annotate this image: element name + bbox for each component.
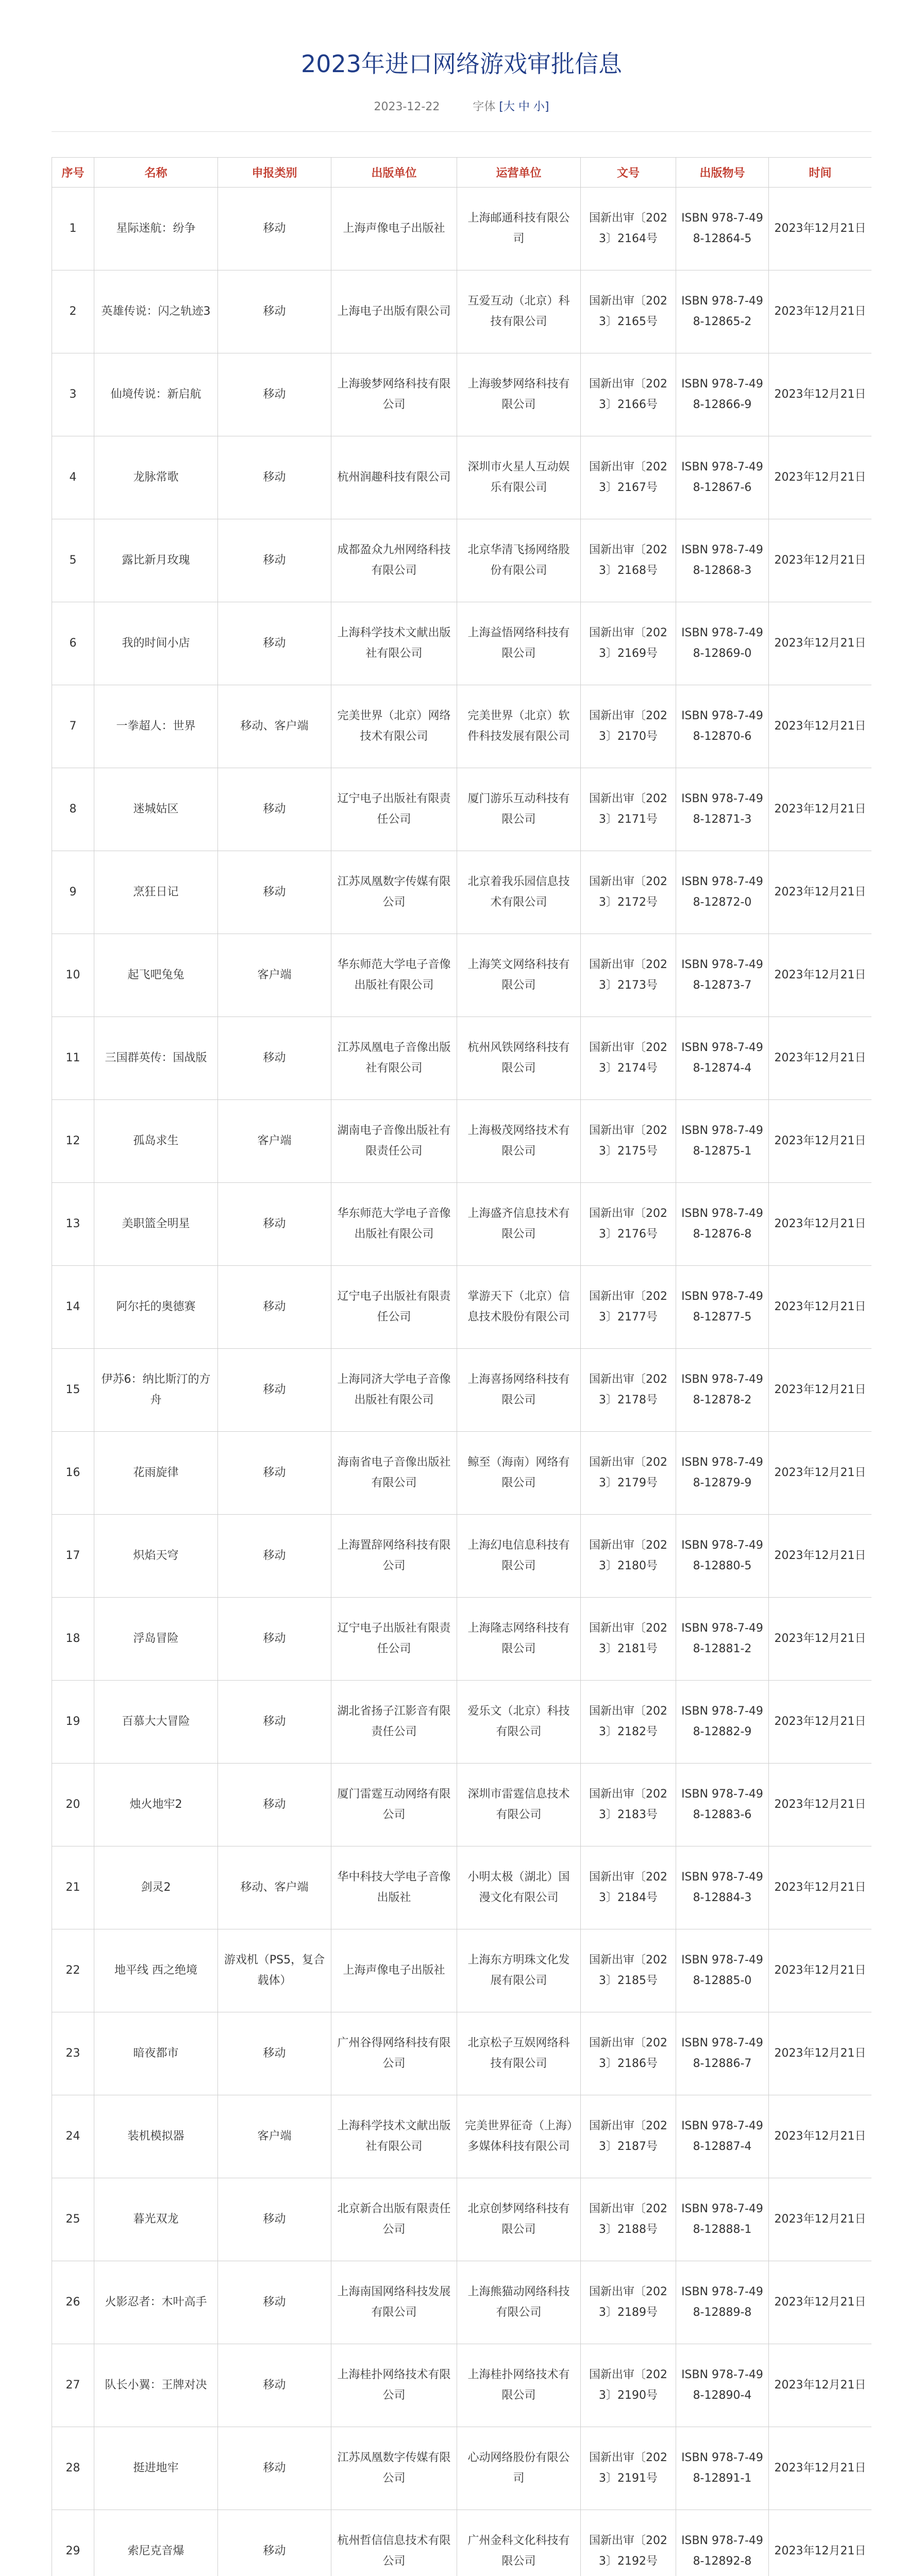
cell-approval-number: 国新出审〔2023〕2164号 <box>581 188 676 270</box>
cell-isbn: ISBN 978-7-498-12882-9 <box>676 1681 769 1764</box>
cell-category: 移动 <box>218 353 331 436</box>
cell-operator: 上海喜扬网络科技有限公司 <box>457 1349 581 1432</box>
cell-operator: 完美世界征奇（上海）多媒体科技有限公司 <box>457 2095 581 2178</box>
cell-row-number: 11 <box>52 1017 94 1100</box>
cell-isbn: ISBN 978-7-498-12875-1 <box>676 1100 769 1183</box>
cell-category: 移动、客户端 <box>218 1846 331 1929</box>
cell-row-number: 10 <box>52 934 94 1017</box>
cell-approval-date: 2023年12月21日 <box>769 1432 872 1515</box>
cell-publisher: 上海科学技术文献出版社有限公司 <box>331 602 457 685</box>
cell-publisher: 杭州哲信信息技术有限公司 <box>331 2510 457 2576</box>
cell-operator: 北京着我乐园信息技术有限公司 <box>457 851 581 934</box>
cell-approval-date: 2023年12月21日 <box>769 1515 872 1598</box>
cell-category: 移动 <box>218 1017 331 1100</box>
table-row <box>52 1846 872 1929</box>
font-size-switcher[interactable]: [大 中 小] <box>499 100 549 113</box>
cell-approval-date: 2023年12月21日 <box>769 270 872 353</box>
approval-table-container <box>52 157 871 2576</box>
cell-row-number: 1 <box>52 188 94 270</box>
cell-row-number: 15 <box>52 1349 94 1432</box>
table-row <box>52 1017 872 1100</box>
table-row <box>52 851 872 934</box>
cell-row-number: 13 <box>52 1183 94 1266</box>
cell-isbn: ISBN 978-7-498-12874-4 <box>676 1017 769 1100</box>
cell-isbn: ISBN 978-7-498-12879-9 <box>676 1432 769 1515</box>
cell-row-number: 27 <box>52 2344 94 2427</box>
cell-approval-date: 2023年12月21日 <box>769 1266 872 1349</box>
cell-category: 移动 <box>218 851 331 934</box>
cell-isbn: ISBN 978-7-498-12878-2 <box>676 1349 769 1432</box>
cell-isbn: ISBN 978-7-498-12872-0 <box>676 851 769 934</box>
cell-game-name: 暗夜都市 <box>94 2012 218 2095</box>
cell-game-name: 起飞吧兔兔 <box>94 934 218 1017</box>
cell-category: 客户端 <box>218 934 331 1017</box>
table-row <box>52 2427 872 2510</box>
table-row <box>52 1929 872 2012</box>
table-row <box>52 1266 872 1349</box>
cell-game-name: 伊苏6：纳比斯汀的方舟 <box>94 1349 218 1432</box>
cell-operator: 厦门游乐互动科技有限公司 <box>457 768 581 851</box>
cell-operator: 上海幻电信息科技有限公司 <box>457 1515 581 1598</box>
cell-approval-date: 2023年12月21日 <box>769 353 872 436</box>
cell-row-number: 22 <box>52 1929 94 2012</box>
cell-row-number: 29 <box>52 2510 94 2576</box>
cell-approval-number: 国新出审〔2023〕2185号 <box>581 1929 676 2012</box>
cell-game-name: 三国群英传：国战版 <box>94 1017 218 1100</box>
cell-publisher: 华东师范大学电子音像出版社有限公司 <box>331 934 457 1017</box>
cell-publisher: 上海声像电子出版社 <box>331 1929 457 2012</box>
cell-publisher: 广州谷得网络科技有限公司 <box>331 2012 457 2095</box>
cell-approval-number: 国新出审〔2023〕2172号 <box>581 851 676 934</box>
cell-publisher: 辽宁电子出版社有限责任公司 <box>331 1266 457 1349</box>
cell-category: 移动 <box>218 2427 331 2510</box>
cell-approval-number: 国新出审〔2023〕2175号 <box>581 1100 676 1183</box>
cell-approval-date: 2023年12月21日 <box>769 851 872 934</box>
cell-category: 移动 <box>218 1266 331 1349</box>
cell-category: 移动、客户端 <box>218 685 331 768</box>
header-divider <box>52 131 871 132</box>
cell-approval-number: 国新出审〔2023〕2191号 <box>581 2427 676 2510</box>
cell-approval-date: 2023年12月21日 <box>769 1929 872 2012</box>
cell-operator: 上海熊猫动网络科技有限公司 <box>457 2261 581 2344</box>
cell-row-number: 8 <box>52 768 94 851</box>
cell-game-name: 我的时间小店 <box>94 602 218 685</box>
cell-game-name: 烛火地牢2 <box>94 1764 218 1846</box>
cell-game-name: 花雨旋律 <box>94 1432 218 1515</box>
cell-publisher: 上海电子出版有限公司 <box>331 270 457 353</box>
cell-approval-number: 国新出审〔2023〕2168号 <box>581 519 676 602</box>
cell-publisher: 湖北省扬子江影音有限责任公司 <box>331 1681 457 1764</box>
table-row <box>52 1183 872 1266</box>
cell-approval-date: 2023年12月21日 <box>769 2095 872 2178</box>
cell-operator: 杭州风铁网络科技有限公司 <box>457 1017 581 1100</box>
cell-approval-date: 2023年12月21日 <box>769 2178 872 2261</box>
cell-approval-number: 国新出审〔2023〕2192号 <box>581 2510 676 2576</box>
cell-approval-number: 国新出审〔2023〕2176号 <box>581 1183 676 1266</box>
cell-game-name: 地平线 西之绝境 <box>94 1929 218 2012</box>
cell-game-name: 美职篮全明星 <box>94 1183 218 1266</box>
table-row <box>52 2095 872 2178</box>
cell-isbn: ISBN 978-7-498-12881-2 <box>676 1598 769 1681</box>
font-size-label: 字体 <box>473 100 496 113</box>
cell-operator: 心动网络股份有限公司 <box>457 2427 581 2510</box>
cell-category: 移动 <box>218 1349 331 1432</box>
cell-category: 移动 <box>218 768 331 851</box>
cell-game-name: 露比新月玫瑰 <box>94 519 218 602</box>
cell-publisher: 上海同济大学电子音像出版社有限公司 <box>331 1349 457 1432</box>
cell-publisher: 上海科学技术文献出版社有限公司 <box>331 2095 457 2178</box>
cell-game-name: 炽焰天穹 <box>94 1515 218 1598</box>
cell-publisher: 辽宁电子出版社有限责任公司 <box>331 1598 457 1681</box>
table-row <box>52 2261 872 2344</box>
cell-isbn: ISBN 978-7-498-12867-6 <box>676 436 769 519</box>
cell-row-number: 7 <box>52 685 94 768</box>
approval-table <box>52 157 871 2576</box>
cell-category: 移动 <box>218 2261 331 2344</box>
cell-approval-date: 2023年12月21日 <box>769 2510 872 2576</box>
table-row <box>52 188 872 270</box>
cell-row-number: 21 <box>52 1846 94 1929</box>
cell-operator: 上海邮通科技有限公司 <box>457 188 581 270</box>
cell-isbn: ISBN 978-7-498-12864-5 <box>676 188 769 270</box>
cell-approval-number: 国新出审〔2023〕2180号 <box>581 1515 676 1598</box>
cell-operator: 上海东方明珠文化发展有限公司 <box>457 1929 581 2012</box>
cell-row-number: 16 <box>52 1432 94 1515</box>
table-row <box>52 2012 872 2095</box>
cell-game-name: 暮光双龙 <box>94 2178 218 2261</box>
cell-publisher: 江苏凤凰数字传媒有限公司 <box>331 851 457 934</box>
cell-operator: 上海笑文网络科技有限公司 <box>457 934 581 1017</box>
cell-operator: 广州金科文化科技有限公司 <box>457 2510 581 2576</box>
table-row <box>52 1515 872 1598</box>
cell-game-name: 索尼克音爆 <box>94 2510 218 2576</box>
cell-category: 移动 <box>218 1764 331 1846</box>
cell-approval-number: 国新出审〔2023〕2189号 <box>581 2261 676 2344</box>
cell-isbn: ISBN 978-7-498-12886-7 <box>676 2012 769 2095</box>
cell-publisher: 辽宁电子出版社有限责任公司 <box>331 768 457 851</box>
cell-category: 游戏机（PS5，复合载体） <box>218 1929 331 2012</box>
cell-isbn: ISBN 978-7-498-12865-2 <box>676 270 769 353</box>
cell-isbn: ISBN 978-7-498-12877-5 <box>676 1266 769 1349</box>
cell-approval-number: 国新出审〔2023〕2174号 <box>581 1017 676 1100</box>
table-body <box>52 188 872 2576</box>
cell-category: 移动 <box>218 519 331 602</box>
cell-approval-date: 2023年12月21日 <box>769 2427 872 2510</box>
cell-approval-date: 2023年12月21日 <box>769 2344 872 2427</box>
table-row <box>52 934 872 1017</box>
cell-approval-number: 国新出审〔2023〕2190号 <box>581 2344 676 2427</box>
cell-row-number: 23 <box>52 2012 94 2095</box>
cell-operator: 上海益悟网络科技有限公司 <box>457 602 581 685</box>
cell-publisher: 北京新合出版有限责任公司 <box>331 2178 457 2261</box>
cell-category: 移动 <box>218 2510 331 2576</box>
cell-approval-number: 国新出审〔2023〕2169号 <box>581 602 676 685</box>
cell-category: 移动 <box>218 2012 331 2095</box>
cell-row-number: 9 <box>52 851 94 934</box>
table-row <box>52 768 872 851</box>
cell-approval-date: 2023年12月21日 <box>769 1183 872 1266</box>
column-header-approval-number: 文号 <box>581 158 676 188</box>
cell-publisher: 湖南电子音像出版社有限责任公司 <box>331 1100 457 1183</box>
cell-row-number: 3 <box>52 353 94 436</box>
table-row <box>52 436 872 519</box>
cell-game-name: 孤岛求生 <box>94 1100 218 1183</box>
cell-isbn: ISBN 978-7-498-12870-6 <box>676 685 769 768</box>
cell-category: 客户端 <box>218 1100 331 1183</box>
cell-approval-number: 国新出审〔2023〕2177号 <box>581 1266 676 1349</box>
cell-isbn: ISBN 978-7-498-12884-3 <box>676 1846 769 1929</box>
cell-operator: 上海隆志网络科技有限公司 <box>457 1598 581 1681</box>
cell-row-number: 6 <box>52 602 94 685</box>
cell-approval-date: 2023年12月21日 <box>769 1598 872 1681</box>
cell-publisher: 上海声像电子出版社 <box>331 188 457 270</box>
table-header-row <box>52 158 872 188</box>
table-row <box>52 602 872 685</box>
cell-row-number: 19 <box>52 1681 94 1764</box>
cell-category: 客户端 <box>218 2095 331 2178</box>
cell-operator: 掌游天下（北京）信息技术股份有限公司 <box>457 1266 581 1349</box>
cell-publisher: 上海骏梦网络科技有限公司 <box>331 353 457 436</box>
cell-operator: 上海桂扑网络技术有限公司 <box>457 2344 581 2427</box>
table-row <box>52 2178 872 2261</box>
table-row <box>52 519 872 602</box>
cell-publisher: 江苏凤凰数字传媒有限公司 <box>331 2427 457 2510</box>
cell-approval-date: 2023年12月21日 <box>769 1349 872 1432</box>
cell-operator: 深圳市火星人互动娱乐有限公司 <box>457 436 581 519</box>
cell-publisher: 成都盈众九州网络科技有限公司 <box>331 519 457 602</box>
cell-row-number: 24 <box>52 2095 94 2178</box>
cell-publisher: 上海桂扑网络技术有限公司 <box>331 2344 457 2427</box>
cell-game-name: 挺进地牢 <box>94 2427 218 2510</box>
cell-row-number: 14 <box>52 1266 94 1349</box>
table-row <box>52 1598 872 1681</box>
cell-category: 移动 <box>218 1432 331 1515</box>
cell-approval-date: 2023年12月21日 <box>769 436 872 519</box>
cell-approval-number: 国新出审〔2023〕2183号 <box>581 1764 676 1846</box>
table-row <box>52 1764 872 1846</box>
cell-approval-number: 国新出审〔2023〕2178号 <box>581 1349 676 1432</box>
cell-isbn: ISBN 978-7-498-12885-0 <box>676 1929 769 2012</box>
cell-category: 移动 <box>218 1515 331 1598</box>
cell-row-number: 5 <box>52 519 94 602</box>
cell-row-number: 26 <box>52 2261 94 2344</box>
table-row <box>52 685 872 768</box>
cell-approval-number: 国新出审〔2023〕2186号 <box>581 2012 676 2095</box>
cell-game-name: 火影忍者：木叶高手 <box>94 2261 218 2344</box>
cell-operator: 北京松子互娱网络科技有限公司 <box>457 2012 581 2095</box>
cell-game-name: 龙脉常歌 <box>94 436 218 519</box>
cell-category: 移动 <box>218 1183 331 1266</box>
column-header-publisher: 出版单位 <box>331 158 457 188</box>
table-row <box>52 2344 872 2427</box>
page-title: 2023年进口网络游戏审批信息 <box>300 50 623 78</box>
cell-approval-date: 2023年12月21日 <box>769 519 872 602</box>
cell-row-number: 17 <box>52 1515 94 1598</box>
cell-category: 移动 <box>218 188 331 270</box>
cell-category: 移动 <box>218 2178 331 2261</box>
publish-date: 2023-12-22 <box>374 100 440 113</box>
cell-isbn: ISBN 978-7-498-12876-8 <box>676 1183 769 1266</box>
cell-game-name: 装机模拟器 <box>94 2095 218 2178</box>
cell-category: 移动 <box>218 1681 331 1764</box>
cell-operator: 鲸至（海南）网络有限公司 <box>457 1432 581 1515</box>
table-row <box>52 1349 872 1432</box>
cell-row-number: 18 <box>52 1598 94 1681</box>
column-header-game-name: 名称 <box>94 158 218 188</box>
cell-approval-number: 国新出审〔2023〕2184号 <box>581 1846 676 1929</box>
cell-approval-date: 2023年12月21日 <box>769 2261 872 2344</box>
cell-game-name: 队长小翼：王牌对决 <box>94 2344 218 2427</box>
cell-publisher: 华东师范大学电子音像出版社有限公司 <box>331 1183 457 1266</box>
cell-approval-number: 国新出审〔2023〕2182号 <box>581 1681 676 1764</box>
cell-game-name: 迷城姑区 <box>94 768 218 851</box>
cell-operator: 上海盛齐信息技术有限公司 <box>457 1183 581 1266</box>
cell-approval-number: 国新出审〔2023〕2171号 <box>581 768 676 851</box>
cell-isbn: ISBN 978-7-498-12871-3 <box>676 768 769 851</box>
cell-game-name: 百慕大大冒险 <box>94 1681 218 1764</box>
cell-game-name: 烹狂日记 <box>94 851 218 934</box>
cell-approval-date: 2023年12月21日 <box>769 1681 872 1764</box>
cell-operator: 互爱互动（北京）科技有限公司 <box>457 270 581 353</box>
cell-operator: 小明太极（湖北）国漫文化有限公司 <box>457 1846 581 1929</box>
column-header-isbn: 出版物号 <box>676 158 769 188</box>
cell-operator: 上海极茂网络技术有限公司 <box>457 1100 581 1183</box>
column-header-category: 申报类别 <box>218 158 331 188</box>
cell-approval-date: 2023年12月21日 <box>769 685 872 768</box>
cell-game-name: 剑灵2 <box>94 1846 218 1929</box>
cell-publisher: 海南省电子音像出版社有限公司 <box>331 1432 457 1515</box>
cell-publisher: 厦门雷霆互动网络有限公司 <box>331 1764 457 1846</box>
cell-game-name: 仙境传说：新启航 <box>94 353 218 436</box>
cell-approval-number: 国新出审〔2023〕2170号 <box>581 685 676 768</box>
cell-row-number: 25 <box>52 2178 94 2261</box>
cell-category: 移动 <box>218 1598 331 1681</box>
cell-isbn: ISBN 978-7-498-12888-1 <box>676 2178 769 2261</box>
table-row <box>52 1100 872 1183</box>
cell-category: 移动 <box>218 436 331 519</box>
column-header-row-number: 序号 <box>52 158 94 188</box>
cell-row-number: 4 <box>52 436 94 519</box>
cell-game-name: 星际迷航：纷争 <box>94 188 218 270</box>
cell-isbn: ISBN 978-7-498-12889-8 <box>676 2261 769 2344</box>
cell-category: 移动 <box>218 2344 331 2427</box>
cell-approval-number: 国新出审〔2023〕2165号 <box>581 270 676 353</box>
cell-isbn: ISBN 978-7-498-12873-7 <box>676 934 769 1017</box>
cell-game-name: 阿尔托的奥德赛 <box>94 1266 218 1349</box>
cell-approval-date: 2023年12月21日 <box>769 1764 872 1846</box>
cell-row-number: 28 <box>52 2427 94 2510</box>
cell-operator: 上海骏梦网络科技有限公司 <box>457 353 581 436</box>
column-header-approval-date: 时间 <box>769 158 872 188</box>
cell-operator: 北京华清飞扬网络股份有限公司 <box>457 519 581 602</box>
cell-approval-number: 国新出审〔2023〕2187号 <box>581 2095 676 2178</box>
table-row <box>52 270 872 353</box>
cell-approval-number: 国新出审〔2023〕2188号 <box>581 2178 676 2261</box>
cell-isbn: ISBN 978-7-498-12883-6 <box>676 1764 769 1846</box>
table-row <box>52 1432 872 1515</box>
table-row <box>52 2510 872 2576</box>
column-header-operator: 运营单位 <box>457 158 581 188</box>
cell-row-number: 20 <box>52 1764 94 1846</box>
cell-approval-number: 国新出审〔2023〕2181号 <box>581 1598 676 1681</box>
cell-publisher: 上海置辞网络科技有限公司 <box>331 1515 457 1598</box>
table-row <box>52 353 872 436</box>
cell-category: 移动 <box>218 270 331 353</box>
cell-game-name: 一拳超人：世界 <box>94 685 218 768</box>
cell-approval-number: 国新出审〔2023〕2173号 <box>581 934 676 1017</box>
cell-approval-date: 2023年12月21日 <box>769 602 872 685</box>
cell-publisher: 华中科技大学电子音像出版社 <box>331 1846 457 1929</box>
cell-row-number: 2 <box>52 270 94 353</box>
cell-publisher: 上海南国网络科技发展有限公司 <box>331 2261 457 2344</box>
cell-approval-date: 2023年12月21日 <box>769 2012 872 2095</box>
article-meta <box>0 98 923 114</box>
cell-isbn: ISBN 978-7-498-12880-5 <box>676 1515 769 1598</box>
cell-isbn: ISBN 978-7-498-12890-4 <box>676 2344 769 2427</box>
cell-approval-number: 国新出审〔2023〕2179号 <box>581 1432 676 1515</box>
cell-operator: 深圳市雷霆信息技术有限公司 <box>457 1764 581 1846</box>
cell-publisher: 杭州润趣科技有限公司 <box>331 436 457 519</box>
cell-approval-number: 国新出审〔2023〕2166号 <box>581 353 676 436</box>
cell-publisher: 完美世界（北京）网络技术有限公司 <box>331 685 457 768</box>
cell-operator: 完美世界（北京）软件科技发展有限公司 <box>457 685 581 768</box>
cell-game-name: 浮岛冒险 <box>94 1598 218 1681</box>
cell-operator: 北京创梦网络科技有限公司 <box>457 2178 581 2261</box>
cell-operator: 爱乐文（北京）科技有限公司 <box>457 1681 581 1764</box>
cell-isbn: ISBN 978-7-498-12869-0 <box>676 602 769 685</box>
cell-publisher: 江苏凤凰电子音像出版社有限公司 <box>331 1017 457 1100</box>
cell-approval-date: 2023年12月21日 <box>769 1017 872 1100</box>
cell-isbn: ISBN 978-7-498-12868-3 <box>676 519 769 602</box>
cell-isbn: ISBN 978-7-498-12892-8 <box>676 2510 769 2576</box>
cell-row-number: 12 <box>52 1100 94 1183</box>
cell-isbn: ISBN 978-7-498-12866-9 <box>676 353 769 436</box>
cell-approval-date: 2023年12月21日 <box>769 188 872 270</box>
cell-approval-date: 2023年12月21日 <box>769 1846 872 1929</box>
cell-approval-number: 国新出审〔2023〕2167号 <box>581 436 676 519</box>
cell-category: 移动 <box>218 602 331 685</box>
table-row <box>52 1681 872 1764</box>
cell-approval-date: 2023年12月21日 <box>769 768 872 851</box>
cell-isbn: ISBN 978-7-498-12887-4 <box>676 2095 769 2178</box>
cell-isbn: ISBN 978-7-498-12891-1 <box>676 2427 769 2510</box>
cell-approval-date: 2023年12月21日 <box>769 934 872 1017</box>
cell-game-name: 英雄传说：闪之轨迹3 <box>94 270 218 353</box>
cell-approval-date: 2023年12月21日 <box>769 1100 872 1183</box>
